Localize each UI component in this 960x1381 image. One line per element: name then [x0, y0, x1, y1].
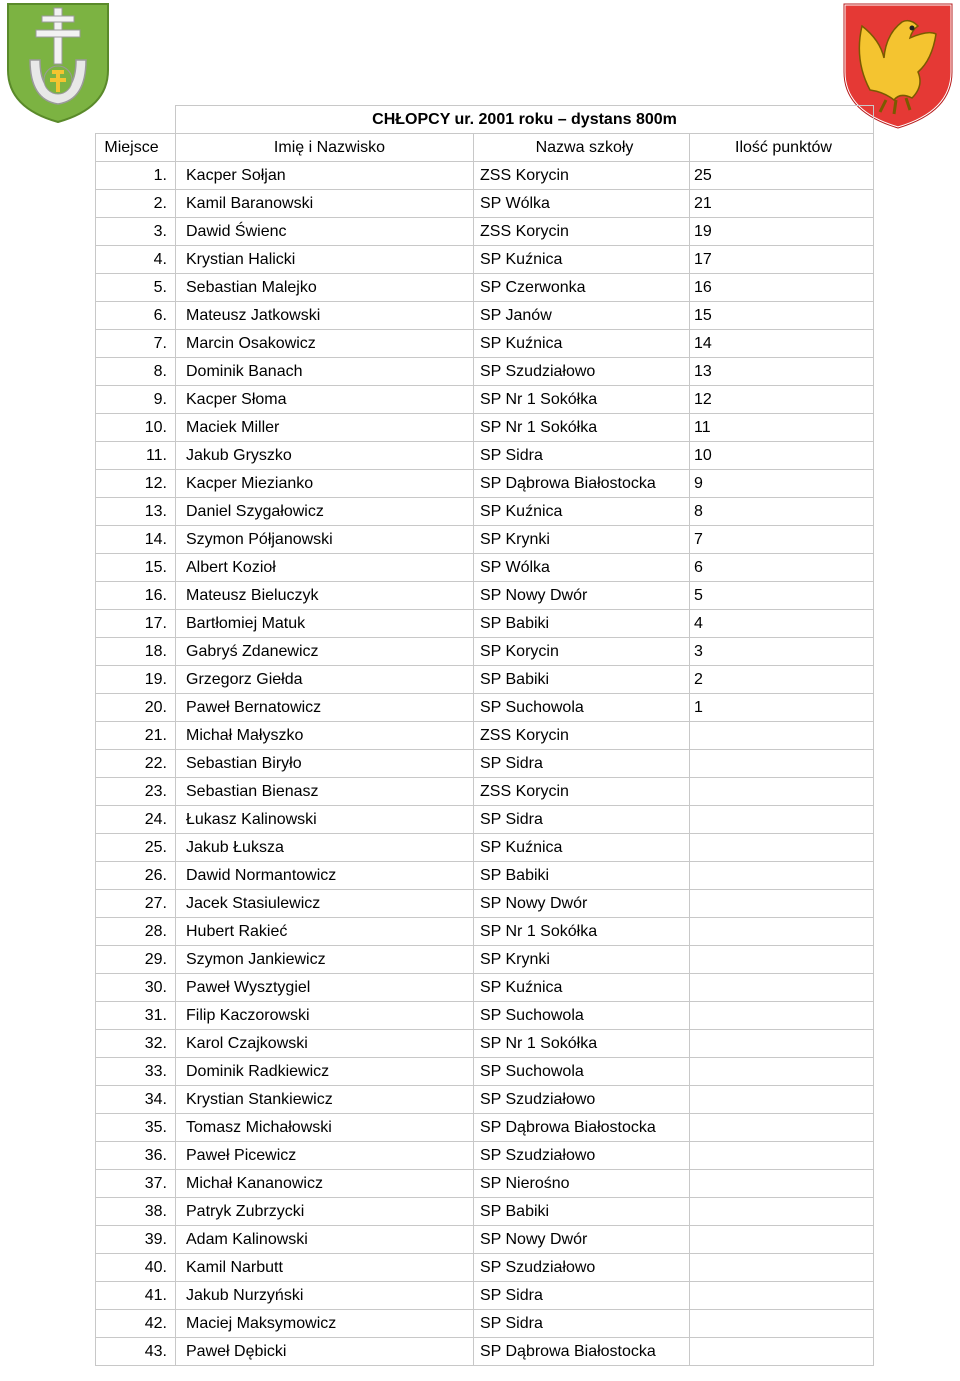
cell-place: 30. [96, 974, 176, 1002]
cell-points [690, 918, 874, 946]
header-points: Ilość punktów [690, 134, 874, 162]
table-row [96, 498, 874, 526]
cell-place: 5. [96, 274, 176, 302]
cell-points [690, 862, 874, 890]
cell-name: Krystian Stankiewicz [176, 1086, 474, 1114]
cell-place: 14. [96, 526, 176, 554]
table-header-row [96, 134, 874, 162]
table-row [96, 246, 874, 274]
cell-points: 4 [690, 610, 874, 638]
cell-points: 9 [690, 470, 874, 498]
table-row [96, 1058, 874, 1086]
cell-school: SP Dąbrowa Białostocka [474, 1114, 690, 1142]
cell-points [690, 1338, 874, 1366]
table-row [96, 1002, 874, 1030]
cell-points [690, 722, 874, 750]
cell-name: Albert Kozioł [176, 554, 474, 582]
cell-place: 3. [96, 218, 176, 246]
cell-name: Paweł Bernatowicz [176, 694, 474, 722]
cell-place: 9. [96, 386, 176, 414]
table-row [96, 1142, 874, 1170]
cell-points: 11 [690, 414, 874, 442]
cell-name: Kacper Miezianko [176, 470, 474, 498]
cell-points: 6 [690, 554, 874, 582]
cell-school: SP Nowy Dwór [474, 582, 690, 610]
cell-place: 22. [96, 750, 176, 778]
title-row [96, 106, 874, 134]
table-row [96, 1030, 874, 1058]
cell-place: 21. [96, 722, 176, 750]
table-row [96, 1282, 874, 1310]
table-row [96, 694, 874, 722]
cell-name: Sebastian Malejko [176, 274, 474, 302]
table-row [96, 442, 874, 470]
cell-points [690, 1086, 874, 1114]
cell-name: Marcin Osakowicz [176, 330, 474, 358]
table-row [96, 610, 874, 638]
table-row [96, 470, 874, 498]
cell-points: 25 [690, 162, 874, 190]
cell-school: SP Babiki [474, 666, 690, 694]
cell-school: SP Kuźnica [474, 974, 690, 1002]
cell-place: 27. [96, 890, 176, 918]
cell-points [690, 1058, 874, 1086]
cell-points: 16 [690, 274, 874, 302]
cell-school: ZSS Korycin [474, 218, 690, 246]
cell-place: 43. [96, 1338, 176, 1366]
cell-place: 28. [96, 918, 176, 946]
table-row [96, 582, 874, 610]
table-row [96, 330, 874, 358]
cell-place: 11. [96, 442, 176, 470]
cell-name: Adam Kalinowski [176, 1226, 474, 1254]
table-row [96, 666, 874, 694]
cell-place: 39. [96, 1226, 176, 1254]
cell-school: SP Janów [474, 302, 690, 330]
cell-points [690, 946, 874, 974]
cell-name: Maciej Maksymowicz [176, 1310, 474, 1338]
cell-school: ZSS Korycin [474, 162, 690, 190]
cell-points [690, 1226, 874, 1254]
cell-place: 12. [96, 470, 176, 498]
cell-points [690, 974, 874, 1002]
cell-name: Paweł Wysztygiel [176, 974, 474, 1002]
table-row [96, 778, 874, 806]
cell-place: 29. [96, 946, 176, 974]
table-row [96, 946, 874, 974]
table-row [96, 834, 874, 862]
table-row [96, 218, 874, 246]
table-row [96, 1198, 874, 1226]
header-place: Miejsce [96, 134, 176, 162]
cell-points: 12 [690, 386, 874, 414]
cell-school: SP Babiki [474, 1198, 690, 1226]
cell-name: Kacper Sołjan [176, 162, 474, 190]
cell-name: Grzegorz Giełda [176, 666, 474, 694]
cell-name: Michał Kananowicz [176, 1170, 474, 1198]
cell-school: SP Szudziałowo [474, 1086, 690, 1114]
cell-points: 7 [690, 526, 874, 554]
cell-place: 42. [96, 1310, 176, 1338]
cell-points [690, 1310, 874, 1338]
cell-place: 6. [96, 302, 176, 330]
cell-name: Mateusz Bieluczyk [176, 582, 474, 610]
cell-points [690, 1254, 874, 1282]
cell-name: Paweł Dębicki [176, 1338, 474, 1366]
cell-points [690, 834, 874, 862]
cell-school: SP Nr 1 Sokółka [474, 918, 690, 946]
table-row [96, 722, 874, 750]
cell-points: 21 [690, 190, 874, 218]
table-row [96, 1338, 874, 1366]
cell-place: 25. [96, 834, 176, 862]
table-row [96, 386, 874, 414]
cell-school: SP Szudziałowo [474, 1254, 690, 1282]
cell-school: SP Krynki [474, 526, 690, 554]
cell-name: Mateusz Jatkowski [176, 302, 474, 330]
cell-school: SP Szudziałowo [474, 1142, 690, 1170]
table-row [96, 1170, 874, 1198]
cell-name: Dawid Świenc [176, 218, 474, 246]
cell-school: SP Wólka [474, 554, 690, 582]
cell-school: SP Kuźnica [474, 246, 690, 274]
table-row [96, 890, 874, 918]
cell-school: SP Nierośno [474, 1170, 690, 1198]
cell-name: Jakub Gryszko [176, 442, 474, 470]
table-row [96, 302, 874, 330]
table-row [96, 1226, 874, 1254]
cell-points [690, 1002, 874, 1030]
cell-name: Filip Kaczorowski [176, 1002, 474, 1030]
cell-points: 1 [690, 694, 874, 722]
cell-place: 33. [96, 1058, 176, 1086]
cell-points [690, 1282, 874, 1310]
cell-place: 31. [96, 1002, 176, 1030]
cell-name: Gabryś Zdanewicz [176, 638, 474, 666]
cell-place: 32. [96, 1030, 176, 1058]
cell-school: SP Dąbrowa Białostocka [474, 470, 690, 498]
cell-name: Kacper Słoma [176, 386, 474, 414]
cell-school: SP Sidra [474, 1310, 690, 1338]
table-row [96, 274, 874, 302]
table-row [96, 1310, 874, 1338]
cell-school: SP Babiki [474, 610, 690, 638]
cell-points [690, 890, 874, 918]
cell-place: 36. [96, 1142, 176, 1170]
cell-name: Jakub Nurzyński [176, 1282, 474, 1310]
table-row [96, 862, 874, 890]
table-row [96, 918, 874, 946]
cell-name: Dawid Normantowicz [176, 862, 474, 890]
cell-school: ZSS Korycin [474, 722, 690, 750]
cell-school: SP Czerwonka [474, 274, 690, 302]
cell-school: SP Szudziałowo [474, 358, 690, 386]
cell-name: Szymon Jankiewicz [176, 946, 474, 974]
cell-school: ZSS Korycin [474, 778, 690, 806]
cell-place: 34. [96, 1086, 176, 1114]
table-row [96, 1114, 874, 1142]
cell-school: SP Kuźnica [474, 330, 690, 358]
cell-school: SP Korycin [474, 638, 690, 666]
cell-points: 5 [690, 582, 874, 610]
table-row [96, 162, 874, 190]
cell-points: 8 [690, 498, 874, 526]
cell-points: 10 [690, 442, 874, 470]
cell-place: 20. [96, 694, 176, 722]
cell-place: 24. [96, 806, 176, 834]
cell-points [690, 1114, 874, 1142]
cell-name: Łukasz Kalinowski [176, 806, 474, 834]
cell-place: 40. [96, 1254, 176, 1282]
cell-school: SP Sidra [474, 806, 690, 834]
cell-place: 15. [96, 554, 176, 582]
cell-name: Sebastian Bienasz [176, 778, 474, 806]
cell-points: 3 [690, 638, 874, 666]
cell-school: SP Suchowola [474, 1058, 690, 1086]
cell-place: 41. [96, 1282, 176, 1310]
table-row [96, 358, 874, 386]
cell-school: SP Suchowola [474, 1002, 690, 1030]
cell-name: Maciek Miller [176, 414, 474, 442]
cell-name: Hubert Rakieć [176, 918, 474, 946]
cell-name: Paweł Picewicz [176, 1142, 474, 1170]
cell-name: Jacek Stasiulewicz [176, 890, 474, 918]
cell-points [690, 778, 874, 806]
cell-place: 35. [96, 1114, 176, 1142]
table-row [96, 750, 874, 778]
cell-points: 19 [690, 218, 874, 246]
table-row [96, 554, 874, 582]
cell-school: SP Nowy Dwór [474, 1226, 690, 1254]
cell-school: SP Nr 1 Sokółka [474, 1030, 690, 1058]
table-row [96, 638, 874, 666]
cell-place: 16. [96, 582, 176, 610]
cell-school: SP Kuźnica [474, 498, 690, 526]
cell-school: SP Sidra [474, 1282, 690, 1310]
header-school: Nazwa szkoły [474, 134, 690, 162]
cell-points [690, 750, 874, 778]
cell-place: 7. [96, 330, 176, 358]
table-row [96, 974, 874, 1002]
results-table [95, 105, 874, 1366]
cell-points: 13 [690, 358, 874, 386]
cell-place: 1. [96, 162, 176, 190]
cell-school: SP Krynki [474, 946, 690, 974]
header-name: Imię i Nazwisko [176, 134, 474, 162]
cell-place: 38. [96, 1198, 176, 1226]
cell-school: SP Wólka [474, 190, 690, 218]
cell-school: SP Kuźnica [474, 834, 690, 862]
cell-place: 18. [96, 638, 176, 666]
cell-place: 26. [96, 862, 176, 890]
table-row [96, 526, 874, 554]
cell-place: 4. [96, 246, 176, 274]
cell-name: Patryk Zubrzycki [176, 1198, 474, 1226]
cell-points: 2 [690, 666, 874, 694]
cell-name: Bartłomiej Matuk [176, 610, 474, 638]
cell-points [690, 1142, 874, 1170]
cell-school: SP Babiki [474, 862, 690, 890]
cell-place: 37. [96, 1170, 176, 1198]
table-row [96, 414, 874, 442]
cell-school: SP Sidra [474, 750, 690, 778]
cell-name: Karol Czajkowski [176, 1030, 474, 1058]
cell-place: 13. [96, 498, 176, 526]
cell-place: 23. [96, 778, 176, 806]
table-row [96, 190, 874, 218]
cell-place: 19. [96, 666, 176, 694]
cell-school: SP Dąbrowa Białostocka [474, 1338, 690, 1366]
cell-points: 15 [690, 302, 874, 330]
cell-name: Daniel Szygałowicz [176, 498, 474, 526]
cell-name: Dominik Banach [176, 358, 474, 386]
cell-place: 17. [96, 610, 176, 638]
cell-name: Kamil Baranowski [176, 190, 474, 218]
cell-place: 2. [96, 190, 176, 218]
cell-points: 17 [690, 246, 874, 274]
cell-school: SP Suchowola [474, 694, 690, 722]
cell-place: 8. [96, 358, 176, 386]
cell-school: SP Nr 1 Sokółka [474, 414, 690, 442]
table-row [96, 1086, 874, 1114]
cell-points [690, 1170, 874, 1198]
cell-name: Michał Małyszko [176, 722, 474, 750]
cell-name: Krystian Halicki [176, 246, 474, 274]
cell-points [690, 806, 874, 834]
cell-name: Dominik Radkiewicz [176, 1058, 474, 1086]
cell-name: Jakub Łuksza [176, 834, 474, 862]
cell-school: SP Nr 1 Sokółka [474, 386, 690, 414]
table-row [96, 1254, 874, 1282]
page-title: CHŁOPCY ur. 2001 roku – dystans 800m [176, 106, 874, 134]
cell-points: 14 [690, 330, 874, 358]
cell-school: SP Sidra [474, 442, 690, 470]
cell-name: Sebastian Biryło [176, 750, 474, 778]
cell-place: 10. [96, 414, 176, 442]
table-row [96, 806, 874, 834]
cell-points [690, 1030, 874, 1058]
cell-points [690, 1198, 874, 1226]
cell-school: SP Nowy Dwór [474, 890, 690, 918]
cell-name: Kamil Narbutt [176, 1254, 474, 1282]
cell-name: Tomasz Michałowski [176, 1114, 474, 1142]
cell-name: Szymon Półjanowski [176, 526, 474, 554]
